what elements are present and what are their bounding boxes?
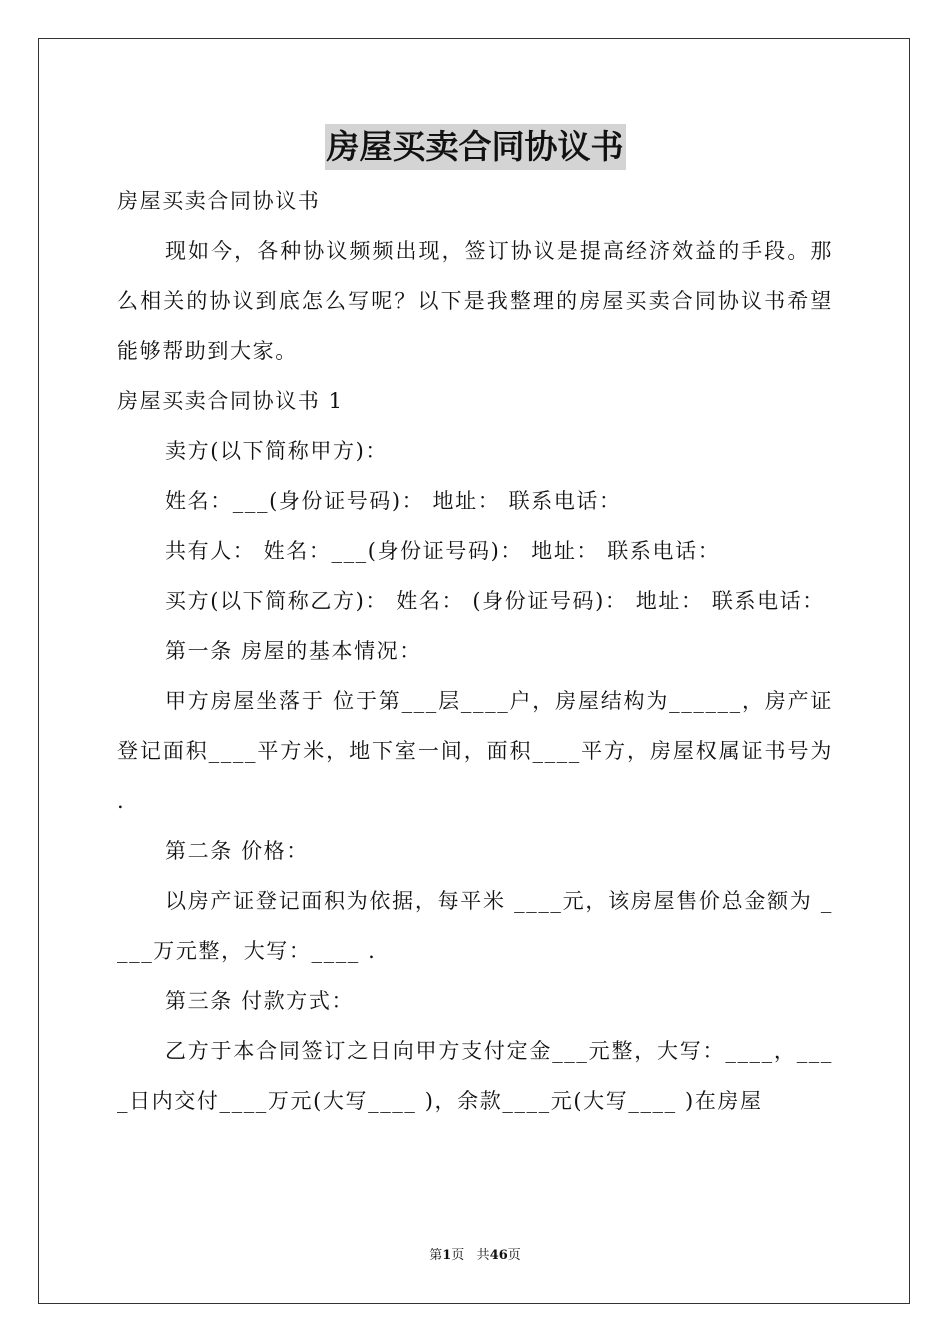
- footer-total-suffix: 页: [507, 1248, 521, 1263]
- paragraph: 第一条 房屋的基本情况：: [165, 639, 422, 663]
- paragraph: 卖方(以下简称甲方)：: [165, 439, 388, 463]
- page-footer: [0, 1244, 950, 1263]
- paragraph: 共有人： 姓名：___(身份证号码)： 地址： 联系电话：: [165, 539, 721, 563]
- document-title: 房屋买卖合同协议书: [325, 124, 626, 170]
- paragraph: 第二条 价格：: [165, 839, 309, 863]
- paragraph: 以房产证登记面积为依据，每平米 ____元，该房屋售价总金额为 ____万元整，大写：____ .: [117, 889, 833, 963]
- footer-total-prefix: 共: [476, 1248, 490, 1263]
- paragraph: 房屋买卖合同协议书 1: [117, 389, 344, 413]
- footer-page-prefix: 第: [429, 1248, 443, 1263]
- footer-page-number: 1: [442, 1248, 452, 1263]
- paragraph: 房屋买卖合同协议书: [117, 189, 321, 213]
- title-container: [0, 124, 950, 170]
- document-body: [117, 176, 833, 1126]
- paragraph: 甲方房屋坐落于 位于第___层____户，房屋结构为______，房产证登记面积____平方米，地下室一间，面积____平方，房屋权属证书号为 .: [117, 689, 833, 813]
- paragraph: 买方(以下简称乙方)： 姓名： (身份证号码)： 地址： 联系电话：: [165, 589, 825, 613]
- footer-page-suffix: 页: [451, 1248, 465, 1263]
- paragraph: 姓名：___(身份证号码)： 地址： 联系电话：: [165, 489, 622, 513]
- footer-total-pages: 46: [489, 1248, 508, 1263]
- paragraph: 现如今，各种协议频频出现，签订协议是提高经济效益的手段。那么相关的协议到底怎么写呢？以下是我整理的房屋买卖合同协议书希望能够帮助到大家。: [117, 239, 833, 363]
- paragraph: 第三条 付款方式：: [165, 989, 355, 1013]
- paragraph: 乙方于本合同签订之日向甲方支付定金___元整，大写：____，____日内交付____万元(大写____ )，余款____元(大写____ )在房屋: [117, 1039, 833, 1113]
